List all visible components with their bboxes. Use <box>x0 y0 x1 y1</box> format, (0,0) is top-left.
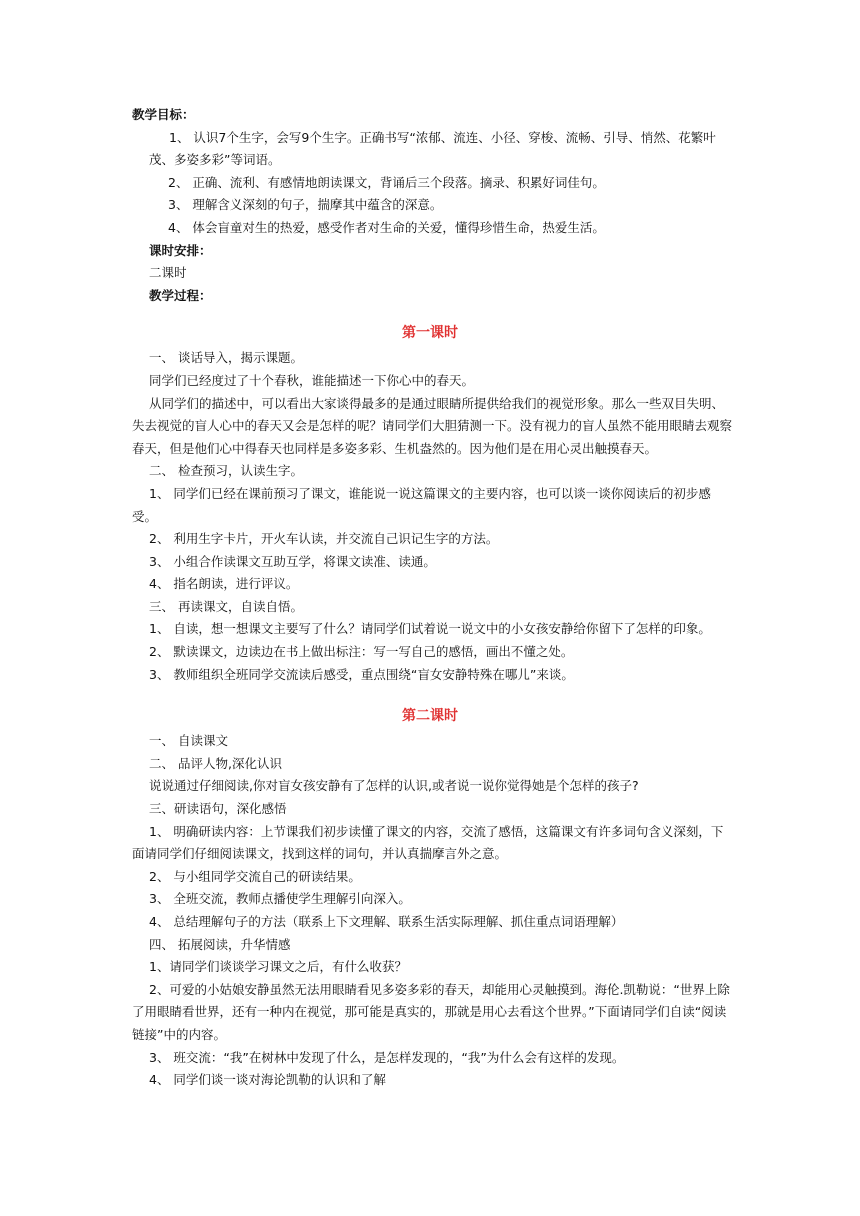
lesson1-line: 从同学们的描述中，可以看出大家谈得最多的是通过眼睛所提供给我们的视觉形象。那么一些双目失明、失去视觉的盲人心中的春天又会是怎样的呢？请同学们大胆猜测一下。没有视力的盲人虽然不能用眼睛去观察春天，但是他们心中得春天也同样是多姿多彩、生机盎然的。因为他们是在用心灵出触摸春天。 <box>132 395 733 456</box>
objective-3: 3、 理解含义深刻的句子，揣摩其中蕴含的深意。 <box>168 197 443 213</box>
lesson2-line: 1、 明确研读内容：上节课我们初步读懂了课文的内容，交流了感悟，这篇课文有许多词句含义深刻，下面请同学们仔细阅读课文，找到这样的词句，并认真揣摩言外之意。 <box>132 823 724 862</box>
lesson2-line: 二、 品评人物,深化认识 <box>149 755 282 771</box>
lesson1-line: 同学们已经度过了十个春秋，谁能描述一下你心中的春天。 <box>149 372 475 388</box>
lesson1-line: 3、 小组合作读课文互助互学，将课文读准、读通。 <box>149 553 436 569</box>
objectives-title: 教学目标： <box>132 107 195 122</box>
lesson2-line: 四、 拓展阅读，升华情感 <box>149 936 291 952</box>
lesson2-line: 4、 同学们谈一谈对海论凯勒的认识和了解 <box>149 1072 386 1088</box>
lesson2-line: 1、请同学们谈谈学习课文之后，有什么收获？ <box>149 959 407 975</box>
lesson2-line: 说说通过仔细阅读,你对盲女孩安静有了怎样的认识,或者说一说你觉得她是个怎样的孩子? <box>149 778 639 794</box>
schedule-value: 二课时 <box>149 265 187 281</box>
lesson1-line: 三、 再读课文，自读自悟。 <box>149 598 303 614</box>
lesson2-line: 4、 总结理解句子的方法（联系上下文理解、联系生活实际理解、抓住重点词语理解） <box>149 914 624 929</box>
lesson2-line: 2、可爱的小姑娘安静虽然无法用眼睛看见多姿多彩的春天，却能用心灵触摸到。海伦.凯勒说：“世界上除了用眼睛看世界，还有一种内在视觉，那可能是真实的，那就是用心去看这个世界。”下面请同学们自读“阅读链接”中的内容。 <box>132 981 730 1042</box>
lesson1-line: 4、 指名朗读，进行评议。 <box>149 576 299 592</box>
objective-2: 2、 正确、流利、有感情地朗读课文，背诵后三个段落。摘录、积累好词佳句。 <box>168 174 605 190</box>
lesson2-heading: 第二课时 <box>402 708 458 725</box>
lesson2-line: 一、 自读课文 <box>149 733 228 749</box>
lesson1-line: 一、 谈话导入，揭示课题。 <box>149 350 303 366</box>
lesson1-line: 2、 默读课文，边读边在书上做出标注：写一写自己的感悟，画出不懂之处。 <box>149 644 574 660</box>
lesson2-line: 3、 全班交流，教师点播使学生理解引向深入。 <box>149 891 411 907</box>
lesson2-line: 3、 班交流：“我”在树林中发现了什么，是怎样发现的，“我”为什么会有这样的发现。 <box>149 1049 625 1065</box>
lesson1-heading: 第一课时 <box>402 325 458 342</box>
objective-4: 4、 体会盲童对生的热爱，感受作者对生命的关爱，懂得珍惜生命，热爱生活。 <box>168 219 605 235</box>
lesson2-line: 三、研读语句，深化感悟 <box>149 801 287 817</box>
objective-1: 1、 认识7个生字，会写9个生字。正确书写“浓郁、流连、小径、穿梭、流畅、引导、悄然、花繁叶茂、多姿多彩”等词语。 <box>149 129 716 168</box>
lesson1-line: 2、 利用生字卡片，开火车认读，并交流自己识记生字的方法。 <box>149 531 499 547</box>
lesson1-line: 二、 检查预习，认读生字。 <box>149 463 303 479</box>
lesson1-line: 1、 自读，想一想课文主要写了什么？请同学们试着说一说文中的小女孩安静给你留下了怎样的印象。 <box>149 621 711 637</box>
lesson2-line: 2、 与小组同学交流自己的研读结果。 <box>149 868 361 884</box>
schedule-title: 课时安排： <box>149 242 212 258</box>
process-title: 教学过程： <box>149 287 212 303</box>
lesson1-line: 3、 教师组织全班同学交流读后感受，重点围绕“盲女安静特殊在哪儿”来谈。 <box>149 666 574 682</box>
lesson1-line: 1、 同学们已经在课前预习了课文，谁能说一说这篇课文的主要内容，也可以谈一谈你阅读后的初步感受。 <box>132 485 711 524</box>
